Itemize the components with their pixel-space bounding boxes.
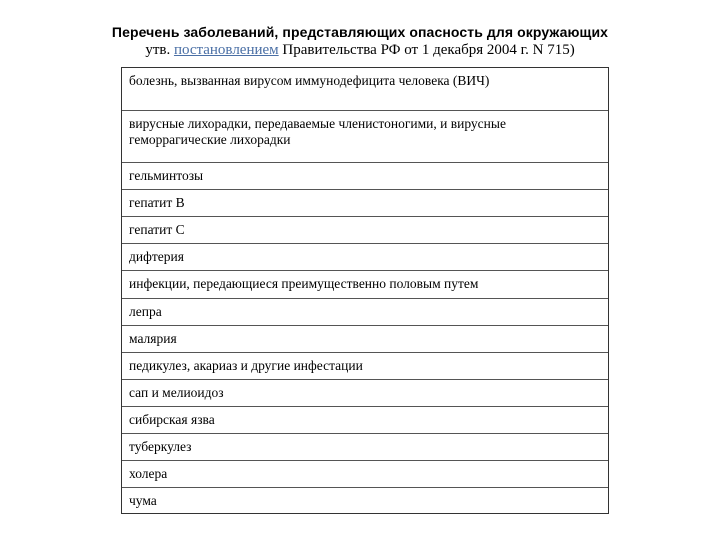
disease-name: гепатит В bbox=[129, 195, 185, 210]
subtitle-suffix: Правительства РФ от 1 декабря 2004 г. N 715) bbox=[282, 42, 575, 58]
table-row bbox=[122, 379, 608, 406]
disease-name: вирусные лихорадки, передаваемые членистоногими, и вирусные геморрагические лихорадки bbox=[129, 116, 506, 147]
subtitle bbox=[0, 42, 720, 59]
disease-name: сибирская язва bbox=[129, 412, 215, 427]
disease-name: холера bbox=[129, 466, 168, 481]
table-row bbox=[122, 270, 608, 298]
subtitle-prefix: утв. bbox=[145, 42, 171, 58]
disease-name: дифтерия bbox=[129, 249, 184, 264]
disease-name: гепатит С bbox=[129, 222, 185, 237]
table-row bbox=[122, 487, 608, 513]
disease-name: малярия bbox=[129, 331, 177, 346]
disease-name: педикулез, акариаз и другие инфестации bbox=[129, 358, 363, 373]
table-row bbox=[122, 460, 608, 487]
table-row bbox=[122, 68, 608, 110]
table-row bbox=[122, 433, 608, 460]
disease-name: гельминтозы bbox=[129, 168, 204, 183]
table-row bbox=[122, 352, 608, 379]
disease-name: болезнь, вызванная вирусом иммунодефицита человека (ВИЧ) bbox=[129, 73, 490, 88]
table-row bbox=[122, 110, 608, 162]
table-row bbox=[122, 325, 608, 352]
decree-link[interactable]: постановлением bbox=[173, 42, 279, 58]
disease-name: инфекции, передающиеся преимущественно половым путем bbox=[129, 276, 479, 291]
table-row bbox=[122, 216, 608, 243]
disease-name: лепра bbox=[129, 304, 162, 319]
disease-name: сап и мелиоидоз bbox=[129, 385, 224, 400]
disease-name: чума bbox=[129, 493, 157, 508]
table-row bbox=[122, 162, 608, 189]
table-row bbox=[122, 298, 608, 325]
page-title: Перечень заболеваний, представляющих опасность для окружающих bbox=[111, 24, 609, 40]
diseases-table bbox=[121, 67, 609, 514]
table-row bbox=[122, 243, 608, 270]
table-row bbox=[122, 406, 608, 433]
table-row bbox=[122, 189, 608, 216]
disease-name: туберкулез bbox=[129, 439, 192, 454]
